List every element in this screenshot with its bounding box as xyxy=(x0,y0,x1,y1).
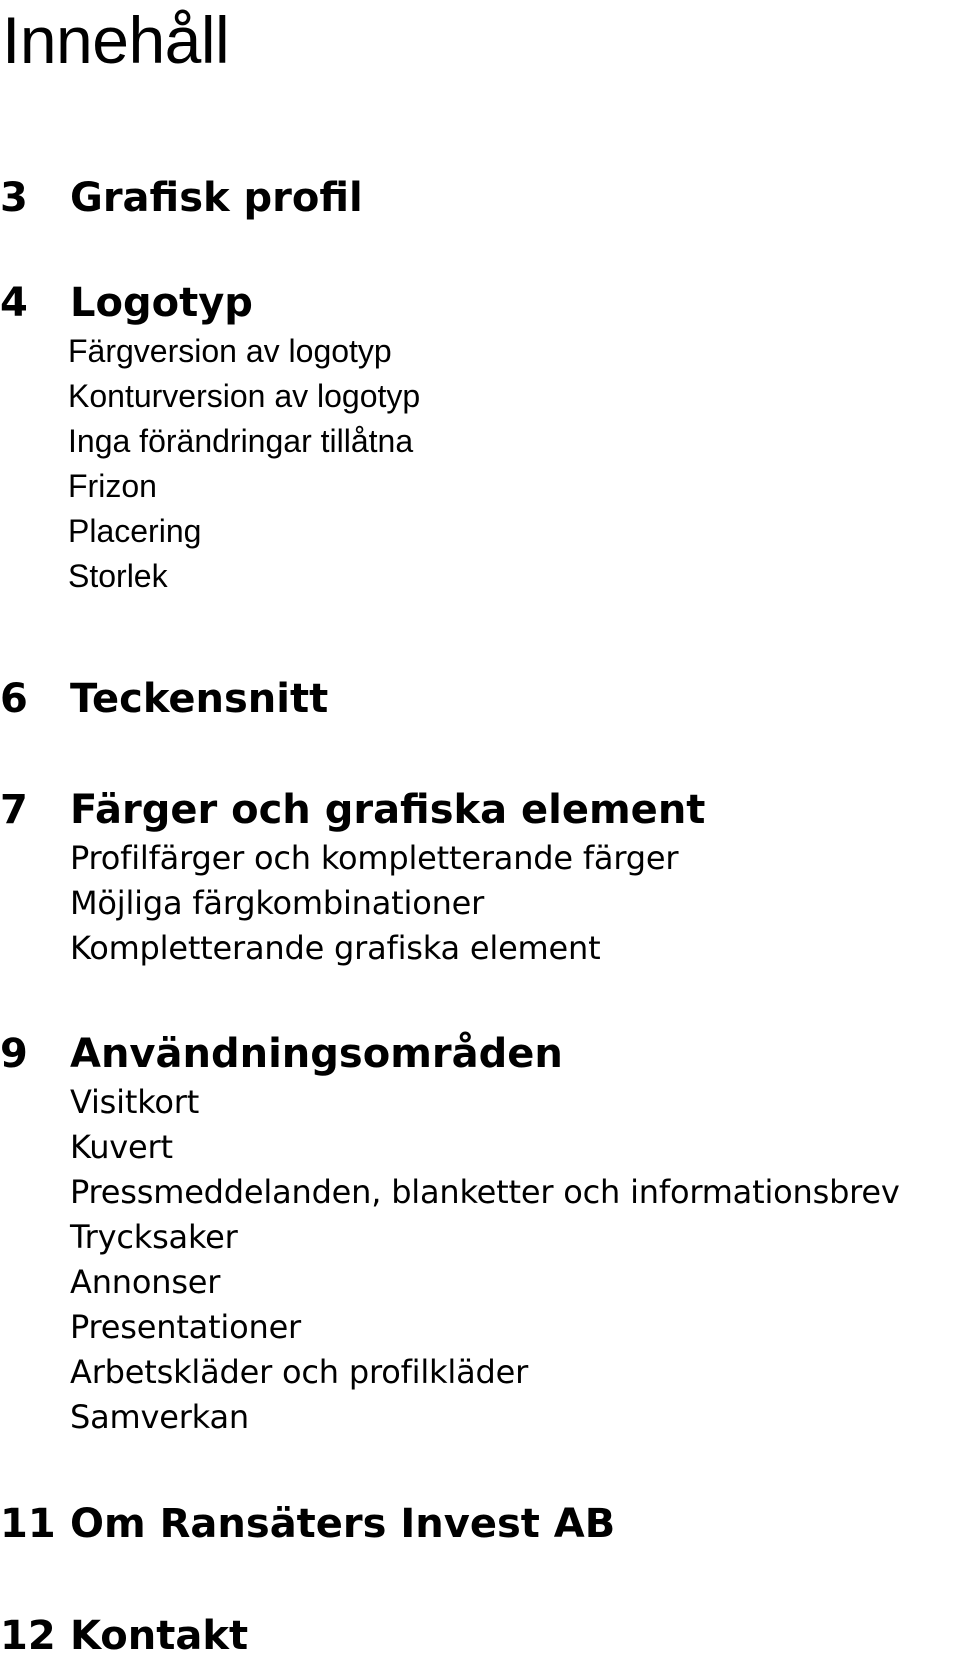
toc-section-kontakt xyxy=(0,1610,960,1662)
toc-subitem[interactable]: Pressmeddelanden, blanketter och informationsbrev xyxy=(70,1173,900,1211)
toc-heading[interactable] xyxy=(0,1610,960,1662)
toc-subitem[interactable]: Annonser xyxy=(70,1263,221,1301)
toc-heading-number: 3 xyxy=(0,175,28,221)
toc-heading[interactable] xyxy=(0,277,960,329)
toc-subitem[interactable]: Kompletterande grafiska element xyxy=(70,929,601,967)
toc-heading-title: Kontakt xyxy=(70,1613,249,1659)
toc-section-anvandningsomraden xyxy=(0,1028,960,1440)
toc-heading-title: Teckensnitt xyxy=(70,676,329,722)
toc-heading-number: 9 xyxy=(0,1031,28,1077)
toc-section-farger xyxy=(0,784,960,971)
toc-subitem[interactable]: Samverkan xyxy=(70,1398,249,1436)
toc-subitem[interactable]: Inga förändringar tillåtna xyxy=(68,423,414,459)
toc-heading[interactable] xyxy=(0,1028,960,1080)
toc-heading[interactable] xyxy=(0,1498,960,1550)
toc-heading[interactable] xyxy=(0,784,960,836)
toc-subitem[interactable]: Trycksaker xyxy=(70,1218,238,1256)
toc-heading-title: Om Ransäters Invest AB xyxy=(70,1501,616,1547)
toc-subitem[interactable]: Frizon xyxy=(68,468,157,504)
toc-heading-number: 12 xyxy=(0,1613,56,1659)
toc-subitem[interactable]: Färgversion av logotyp xyxy=(68,333,392,369)
page-title: Innehåll xyxy=(2,3,230,77)
toc-subitem[interactable]: Storlek xyxy=(68,558,168,594)
toc-heading-number: 6 xyxy=(0,676,28,722)
toc-heading-number: 7 xyxy=(0,787,28,833)
toc-heading-number: 4 xyxy=(0,280,28,326)
toc-section-grafisk-profil xyxy=(0,172,960,224)
toc-subitem[interactable]: Presentationer xyxy=(70,1308,302,1346)
toc-heading-title: Färger och grafiska element xyxy=(70,787,706,833)
toc-sublist xyxy=(0,836,960,971)
toc-subitem[interactable]: Konturversion av logotyp xyxy=(68,378,421,414)
toc-subitem[interactable]: Profilfärger och kompletterande färger xyxy=(70,839,679,877)
toc-sublist xyxy=(0,329,960,599)
toc-subitem[interactable]: Kuvert xyxy=(70,1128,173,1166)
toc-section-teckensnitt xyxy=(0,673,960,725)
toc-subitem[interactable]: Arbetskläder och profilkläder xyxy=(70,1353,529,1391)
toc-subitem[interactable]: Visitkort xyxy=(70,1083,200,1121)
toc-heading-title: Användningsområden xyxy=(70,1031,563,1077)
toc-heading-title: Logotyp xyxy=(70,280,253,326)
toc-heading-title: Grafisk profil xyxy=(70,175,363,221)
toc-heading[interactable] xyxy=(0,673,960,725)
toc-sublist xyxy=(0,1080,960,1440)
toc-subitem[interactable]: Placering xyxy=(68,513,202,549)
toc-section-logotyp xyxy=(0,277,960,599)
toc-subitem[interactable]: Möjliga färgkombinationer xyxy=(70,884,485,922)
toc-heading[interactable] xyxy=(0,172,960,224)
toc-heading-number: 11 xyxy=(0,1501,56,1547)
toc-section-om-ransaters xyxy=(0,1498,960,1550)
